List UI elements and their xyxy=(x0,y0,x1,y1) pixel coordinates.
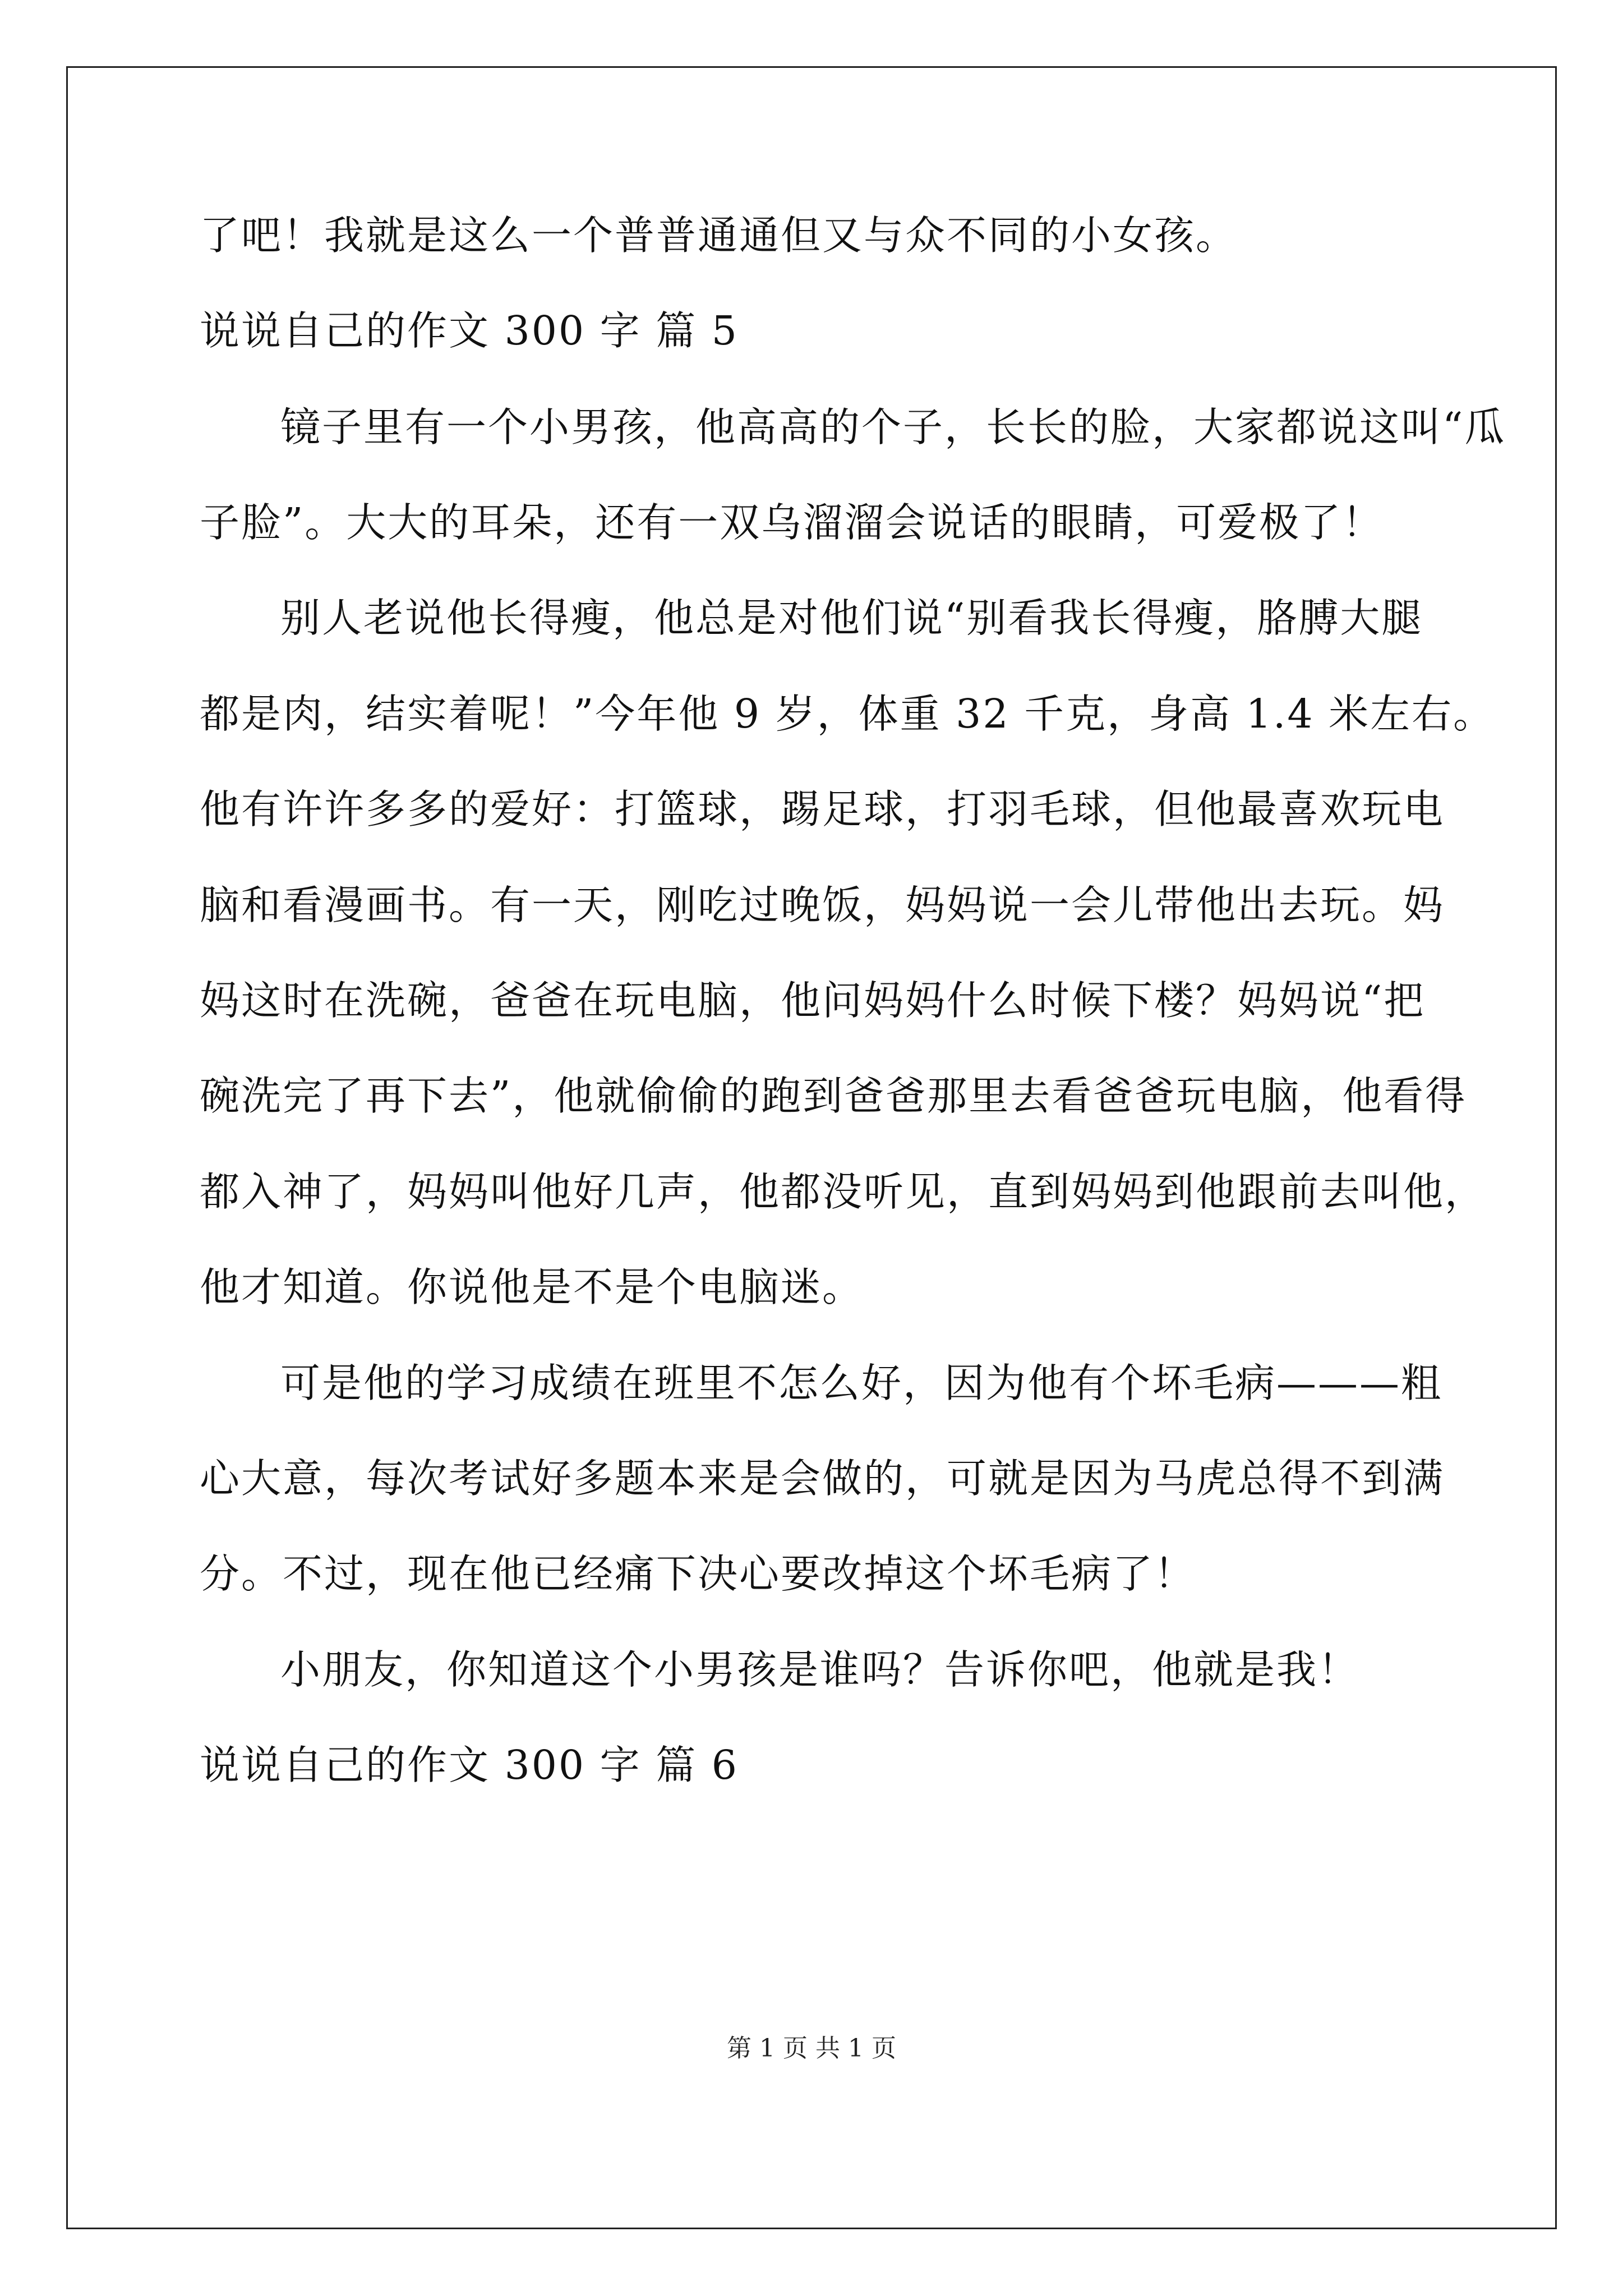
paragraph-line: 他有许许多多的爱好：打篮球，踢足球，打羽毛球，但他最喜欢玩电 xyxy=(200,786,1445,832)
paragraph-line: 他才知道。你说他是不是个电脑迷。 xyxy=(200,1264,864,1310)
section-heading: 说说自己的作文 300 字 篇 5 xyxy=(200,307,739,354)
paragraph-line: 都是肉，结实着呢！”今年他 9 岁，体重 32 千克，身高 1.4 米左右。 xyxy=(200,691,1495,737)
paragraph-line: 分。不过，现在他已经痛下决心要改掉这个坏毛病了！ xyxy=(200,1550,1196,1597)
paragraph-line: 了吧！我就是这么一个普普通通但又与众不同的小女孩。 xyxy=(200,212,1238,259)
paragraph-line: 碗洗完了再下去”，他就偷偷的跑到爸爸那里去看爸爸玩电脑，他看得 xyxy=(200,1073,1467,1119)
page-footer: 第 1 页 共 1 页 xyxy=(727,2034,896,2063)
page-border xyxy=(66,66,1557,2229)
paragraph-line: 小朋友，你知道这个小男孩是谁吗？告诉你吧，他就是我！ xyxy=(280,1646,1360,1693)
paragraph-line: 别人老说他长得瘦，他总是对他们说“别看我长得瘦，胳膊大腿 xyxy=(280,595,1423,641)
paragraph-line: 镜子里有一个小男孩，他高高的个子，长长的脸，大家都说这叫“瓜 xyxy=(280,404,1506,450)
paragraph-line: 可是他的学习成绩在班里不怎么好，因为他有个坏毛病———粗 xyxy=(280,1360,1443,1406)
paragraph-line: 子脸”。大大的耳朵，还有一双乌溜溜会说话的眼睛，可爱极了！ xyxy=(200,499,1384,546)
paragraph-line: 心大意，每次考试好多题本来是会做的，可就是因为马虎总得不到满 xyxy=(200,1455,1445,1502)
paragraph-line: 妈这时在洗碗，爸爸在玩电脑，他问妈妈什么时候下楼？妈妈说“把 xyxy=(200,977,1426,1024)
section-heading: 说说自己的作文 300 字 篇 6 xyxy=(200,1742,739,1788)
paragraph-line: 脑和看漫画书。有一天，刚吃过晚饭，妈妈说一会儿带他出去玩。妈 xyxy=(200,882,1445,928)
paragraph-line: 都入神了，妈妈叫他好几声，他都没听见，直到妈妈到他跟前去叫他， xyxy=(200,1168,1487,1215)
